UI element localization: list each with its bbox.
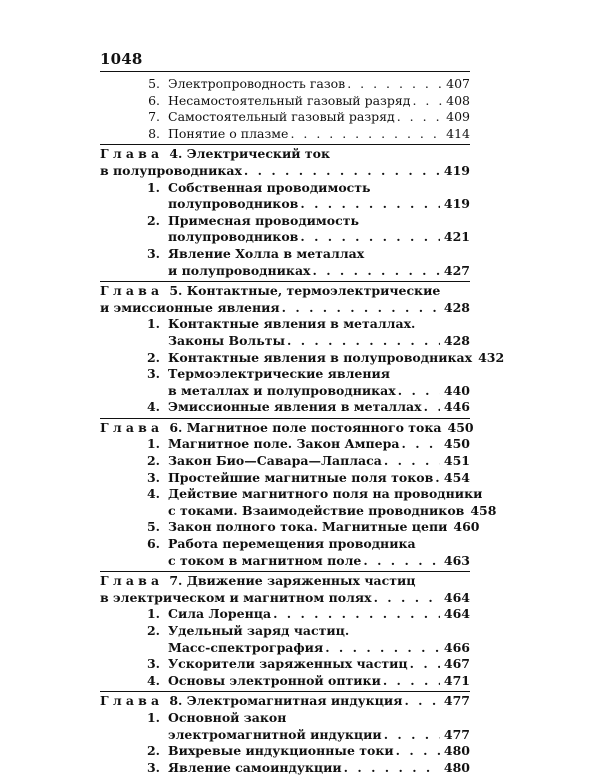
toc-entry-line	[100, 126, 470, 143]
toc-entry-line	[100, 76, 470, 93]
chapter-block	[100, 281, 505, 416]
toc-entry[interactable]	[100, 109, 470, 126]
toc-entry[interactable]	[100, 436, 470, 453]
entry-title: Явление самоиндукции	[168, 759, 342, 775]
entry-page: 432	[478, 349, 505, 365]
toc-entry-line	[100, 536, 470, 553]
entry-page: 471	[443, 672, 470, 688]
chapter-label: Глава	[100, 146, 164, 162]
entry-title: Простейшие магнитные поля токов	[168, 469, 434, 485]
toc-entry-line	[100, 246, 470, 263]
toc-entry[interactable]	[100, 453, 470, 470]
chapter-label: Глава	[100, 573, 164, 589]
toc-entry[interactable]	[100, 76, 470, 93]
chapter-page: 477	[443, 693, 470, 709]
entry-title: Электропроводность газов	[168, 76, 346, 91]
entry-title-line1: Контактные явления в металлах.	[168, 316, 416, 332]
entry-number: 3.	[146, 245, 160, 261]
dot-leader	[290, 126, 442, 143]
chapter-heading-line	[100, 590, 470, 607]
entry-page: 408	[446, 92, 470, 108]
entry-title: Понятие о плазме	[168, 125, 289, 141]
entry-number: 7.	[148, 109, 160, 125]
entry-page: 480	[443, 743, 470, 759]
chapter-heading-line	[100, 300, 470, 317]
entry-title-line2: с токами. Взаимодействие проводников	[168, 502, 465, 518]
toc-entry-line	[100, 606, 470, 623]
entry-title-line2: и полупроводниках	[168, 262, 311, 278]
entry-title: Закон полного тока. Магнитные цепи	[168, 519, 448, 535]
dot-leader	[347, 76, 442, 93]
toc-entry[interactable]	[100, 673, 470, 690]
entry-page: 428	[443, 332, 470, 348]
chapter-heading-line	[100, 419, 474, 437]
chapter-heading[interactable]	[100, 146, 470, 179]
entry-title-line2: с током в магнитном поле	[168, 552, 362, 568]
dot-leader	[397, 109, 442, 126]
entry-number: 2.	[146, 623, 160, 638]
entry-page: 421	[443, 229, 470, 245]
entry-title: Эмиссионные явления в металлах	[168, 399, 422, 415]
dot-leader	[398, 383, 440, 400]
toc-entry-line	[100, 453, 470, 470]
entry-title-line1: Работа перемещения проводника	[168, 536, 416, 552]
entry-number: 3.	[146, 469, 160, 485]
entry-number: 6.	[146, 536, 160, 552]
chapter-heading-line	[100, 693, 470, 710]
chapter-heading[interactable]	[100, 693, 470, 710]
entry-title: Закон Био—Савара—Лапласа	[168, 453, 382, 469]
chapter-heading-line	[100, 146, 470, 163]
entry-title: Самостоятельный газовый разряд	[168, 109, 395, 125]
chapter-heading[interactable]	[100, 419, 474, 437]
chapter-title-line2: в электрическом и магнитном полях	[100, 589, 372, 605]
entry-number: 8.	[148, 125, 160, 141]
page-number: 1048	[100, 50, 143, 68]
chapter-label: Глава	[100, 419, 164, 435]
toc-entry[interactable]	[100, 536, 470, 569]
entry-page: 440	[443, 382, 470, 398]
chapter-title-line1: 4. Электрический ток	[169, 146, 330, 162]
toc-entry[interactable]	[100, 93, 470, 110]
toc-entry[interactable]	[100, 213, 470, 246]
toc-entry-line	[100, 623, 470, 640]
entry-page: 460	[453, 519, 480, 535]
toc-entry[interactable]	[100, 366, 470, 399]
toc-entry-line	[100, 470, 470, 487]
toc-entry-line	[100, 640, 470, 657]
entry-number: 4.	[146, 486, 160, 502]
chapter-page: 450	[447, 419, 474, 435]
dot-leader	[383, 673, 440, 690]
dot-leader	[287, 333, 440, 350]
chapter-heading-line	[100, 283, 470, 300]
entry-number: 1.	[146, 179, 160, 195]
toc-entry[interactable]	[100, 623, 470, 656]
chapter-title-line2: в полупроводниках	[100, 162, 242, 178]
dot-leader	[244, 163, 440, 180]
chapter-title-line1: 8. Электромагнитная индукция	[169, 693, 403, 709]
dot-leader	[404, 693, 439, 710]
entry-page: 464	[443, 606, 470, 622]
chapter-heading-line	[100, 163, 470, 180]
toc-entry-line	[100, 727, 470, 744]
entry-number: 1.	[146, 606, 160, 622]
toc-entry[interactable]	[100, 486, 497, 519]
chapter-heading[interactable]	[100, 283, 470, 316]
entry-title-line1: Явление Холла в металлах	[168, 245, 365, 261]
toc-entry[interactable]	[100, 743, 470, 760]
entry-page: 477	[443, 726, 470, 742]
entry-number: 3.	[146, 366, 160, 382]
entry-page: 450	[443, 436, 470, 452]
toc-entry-line	[100, 333, 470, 350]
chapter-page: 419	[443, 162, 470, 178]
toc-entry[interactable]	[100, 316, 470, 349]
entry-title: Сила Лоренца	[168, 606, 272, 622]
toc-entry[interactable]	[100, 519, 480, 536]
toc-entry-line	[100, 710, 470, 727]
entry-number: 1.	[146, 316, 160, 332]
chapter-label: Глава	[100, 693, 164, 709]
entry-title-line2: полупроводников	[168, 196, 299, 212]
toc-entry[interactable]	[100, 606, 470, 623]
entry-number: 5.	[146, 519, 160, 535]
entry-number: 2.	[146, 349, 160, 365]
chapter-block	[100, 571, 470, 689]
entry-page: 414	[446, 125, 470, 141]
chapter-title-line1: 5. Контактные, термоэлектрические	[169, 283, 441, 299]
dot-leader	[300, 196, 440, 213]
toc-entry-line	[100, 263, 470, 280]
entry-title: Основы электронной оптики	[168, 672, 381, 688]
dot-leader	[282, 300, 440, 317]
toc-entry[interactable]	[100, 126, 470, 143]
entry-page: 480	[443, 759, 470, 775]
dot-leader	[325, 640, 440, 657]
toc-entry[interactable]	[100, 656, 470, 673]
toc-entry-line	[100, 656, 470, 673]
toc-entry-line	[100, 180, 470, 197]
entry-page: 419	[443, 196, 470, 212]
toc-entry-line	[100, 349, 505, 367]
toc-entry-line	[100, 673, 470, 690]
chapter-title-line1: 7. Движение заряженных частиц	[169, 573, 416, 589]
entry-page: 458	[470, 502, 497, 518]
dot-leader	[435, 470, 440, 487]
chapter-heading-line	[100, 573, 470, 590]
toc-entry-line	[100, 229, 470, 246]
dot-leader	[374, 590, 440, 607]
chapter-block	[100, 691, 470, 776]
toc-entry[interactable]	[100, 180, 470, 213]
entry-title: Контактные явления в полупроводниках	[168, 349, 473, 365]
dot-leader	[300, 229, 440, 246]
dot-leader	[273, 606, 440, 623]
dot-leader	[363, 553, 440, 570]
toc-entry-line	[100, 383, 470, 400]
entry-title-line1: Действие магнитного поля на проводники	[168, 486, 483, 502]
toc-entry-line	[100, 486, 483, 503]
header-rule	[100, 71, 470, 72]
entry-title-line1: Удельный заряд частиц.	[168, 623, 350, 638]
toc-entry-line	[100, 213, 470, 230]
chapter-label: Глава	[100, 283, 164, 299]
entry-title-line1: Примесная проводимость	[168, 212, 359, 228]
dot-leader	[384, 727, 440, 744]
entry-number: 3.	[146, 759, 160, 775]
entry-page: 409	[446, 109, 470, 125]
toc-entry-line	[100, 760, 470, 776]
toc-entry[interactable]	[100, 710, 470, 743]
entry-title: Магнитное поле. Закон Ампера	[168, 436, 400, 452]
toc-entry-line	[100, 366, 470, 383]
dot-leader	[313, 263, 440, 280]
toc-entry-line	[100, 743, 470, 760]
dot-leader	[384, 453, 440, 470]
toc-entry-line	[100, 316, 470, 333]
entry-number: 2.	[146, 453, 160, 469]
entry-number: 4.	[146, 672, 160, 688]
entry-number: 6.	[148, 92, 160, 108]
toc-entry[interactable]	[100, 246, 470, 279]
dot-leader	[410, 656, 440, 673]
chapter-page: 428	[443, 299, 470, 315]
dot-leader	[424, 399, 440, 416]
chapter-block	[100, 144, 470, 279]
entry-page: 446	[443, 399, 470, 415]
toc-entry-line	[100, 436, 470, 453]
table-of-contents	[100, 76, 505, 776]
chapter-title-line1: 6. Магнитное поле постоянного тока	[169, 419, 442, 435]
toc-entry[interactable]	[100, 470, 470, 487]
toc-entry-line	[100, 93, 470, 110]
chapter-heading[interactable]	[100, 573, 470, 606]
chapter-title-line2: и эмиссионные явления	[100, 299, 280, 315]
entry-page: 467	[443, 656, 470, 672]
entry-title-line2: электромагнитной индукции	[168, 726, 382, 742]
chapter-block	[100, 418, 497, 569]
toc-entry-line	[100, 553, 470, 570]
entry-title: Ускорители заряженных частиц	[168, 656, 408, 672]
dot-leader	[412, 93, 442, 110]
dot-leader	[344, 760, 440, 776]
entry-title: Несамостоятельный газовый разряд	[168, 92, 411, 108]
entry-title-line2: в металлах и полупроводниках	[168, 382, 396, 398]
entry-title-line2: полупроводников	[168, 229, 299, 245]
chapter-page: 464	[443, 589, 470, 605]
entry-title-line2: Законы Вольты	[168, 332, 285, 348]
entry-page: 427	[443, 262, 470, 278]
entry-number: 1.	[146, 709, 160, 725]
entry-number: 2.	[146, 743, 160, 759]
toc-entry-line	[100, 109, 470, 126]
toc-entry-line	[100, 399, 470, 416]
entry-title-line1: Термоэлектрические явления	[168, 366, 391, 382]
entry-number: 1.	[146, 436, 160, 452]
entry-title-line2: Масс-спектрография	[168, 639, 324, 655]
entry-number: 4.	[146, 399, 160, 415]
entry-page: 451	[443, 453, 470, 469]
entry-title-line1: Основной закон	[168, 709, 287, 725]
toc-entry-line	[100, 196, 470, 213]
entry-page: 466	[443, 639, 470, 655]
toc-entry-line	[100, 519, 480, 536]
dot-leader	[396, 743, 440, 760]
dot-leader	[401, 436, 439, 453]
entry-number: 2.	[146, 212, 160, 228]
toc-entry[interactable]	[100, 760, 470, 776]
entry-page: 407	[446, 76, 470, 91]
entry-number: 5.	[148, 76, 160, 91]
toc-entry[interactable]	[100, 349, 505, 367]
entry-page: 454	[443, 469, 470, 485]
toc-entry-line	[100, 502, 497, 520]
entry-title: Вихревые индукционные токи	[168, 743, 394, 759]
toc-entry[interactable]	[100, 399, 470, 416]
entry-title-line1: Собственная проводимость	[168, 179, 371, 195]
entry-number: 3.	[146, 656, 160, 672]
entry-page: 463	[443, 552, 470, 568]
